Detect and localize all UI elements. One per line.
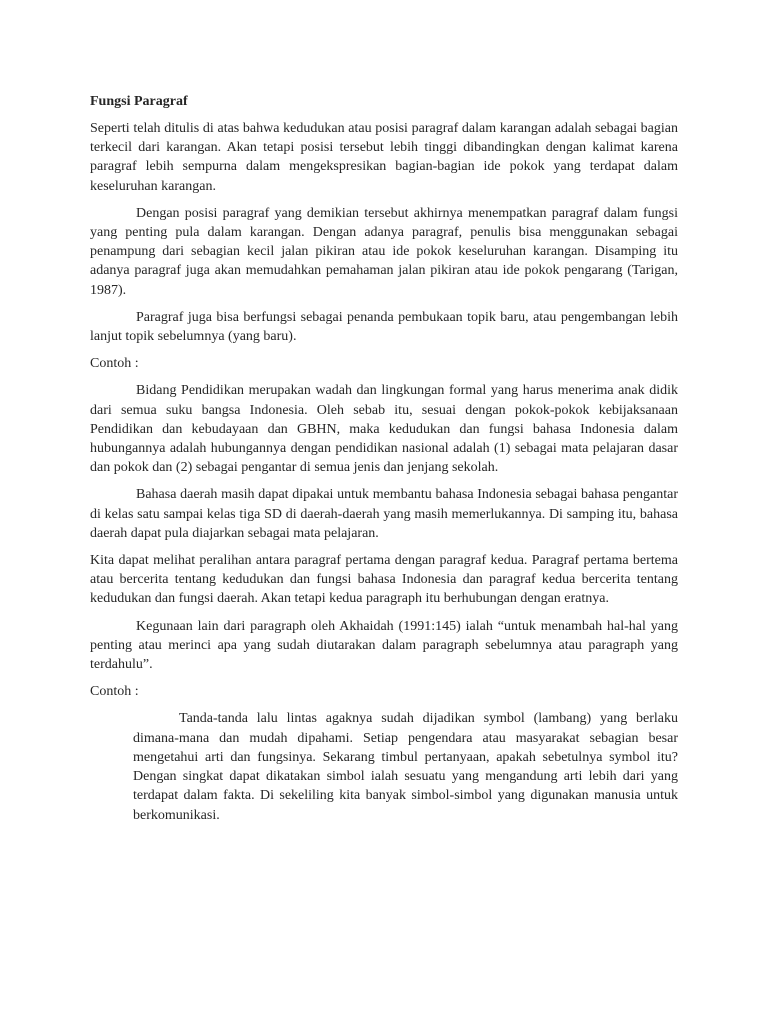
example-label-2: Contoh : [90,684,139,700]
example-label: Contoh : [90,356,139,372]
paragraph-akhaidah-quote: Kegunaan lain dari paragraph oleh Akhaidah (1991:145) ialah “untuk menambah hal-hal yang penting atau merinci apa yang sudah diutarakan dalam paragraph sebelumnya atau paragraph yang terdahulu”. [90,618,678,673]
example-paragraph-education: Bidang Pendidikan merupakan wadah dan lingkungan formal yang harus menerima anak didik dari semua suku bangsa Indonesia. Oleh sebab itu, sesuai dengan pokok-pokok kebijaksanaan Pendidikan dan kebudayaan dan GBHN, maka kedudukan dan fungsi bahasa Indonesia dalam hubungannya adalah hubungannya dengan pendidikan nasional adalah (1) sebagai mata pelajaran dasar dan pokok dan (2) sebagai pengantar di semua jenis dan jenjang sekolah. [90,383,678,476]
document-page [90,92,678,833]
paragraph-intro: Seperti telah ditulis di atas bahwa kedudukan atau posisi paragraf dalam karangan adalah sebagai bagian terkecil dari karangan. Akan tetapi posisi tersebut lebih tinggi dibandingkan dengan kalimat karena paragraf lebih sempurna dalam mengekspresikan bagian-bagian ide pokok yang terdapat dalam keseluruhan karangan. [90,121,678,194]
example-paragraph-regional-language: Bahasa daerah masih dapat dipakai untuk membantu bahasa Indonesia sebagai bahasa pengantar di kelas satu sampai kelas tiga SD di daerah-daerah yang masih memerlukannya. Di samping itu, bahasa daerah dapat pula diajarkan sebagai mata pelajaran. [90,487,678,541]
paragraph-position: Dengan posisi paragraf yang demikian tersebut akhirnya menempatkan paragraf dalam fungsi yang penting pula dalam karangan. Dengan adanya paragraf, penulis bisa menggunakan sebagai penampung dari sebagian kecil jalan pikiran atau ide pokok keseluruhan karangan. Disamping itu adanya paragraf juga akan memudahkan pemahaman jalan pikiran atau ide pokok pengarang (Tarigan, 1987). [90,205,678,298]
example-paragraph-traffic-symbols: Tanda-tanda lalu lintas agaknya sudah dijadikan symbol (lambang) yang berlaku dimana-mana dan mudah dipahami. Setiap pengendara atau masyarakat sebagian besar mengetahui arti dan fungsinya. Sekarang timbul pertanyaan, apakah sebetulnya symbol itu? Dengan singkat dapat dikatakan simbol ialah sesuatu yang mengandung arti lebih dari yang terdapat dalam fakta. Di sekeliling kita banyak simbol-simbol yang digunakan manusia untuk berkomunikasi. [133,711,678,823]
paragraph-transition-explanation: Kita dapat melihat peralihan antara paragraf pertama dengan paragraf kedua. Paragraf pertama bertema atau bercerita tentang kedudukan dan fungsi bahasa Indonesia dan paragraf kedua bercerita tentang kedudukan dan fungsi daerah. Akan tetapi kedua paragraph itu berhubungan dengan eratnya. [90,553,678,607]
document-title: Fungsi Paragraf [90,94,188,109]
paragraph-topic-marker: Paragraf juga bisa berfungsi sebagai penanda pembukaan topik baru, atau pengembangan lebih lanjut topik sebelumnya (yang baru). [90,309,678,345]
